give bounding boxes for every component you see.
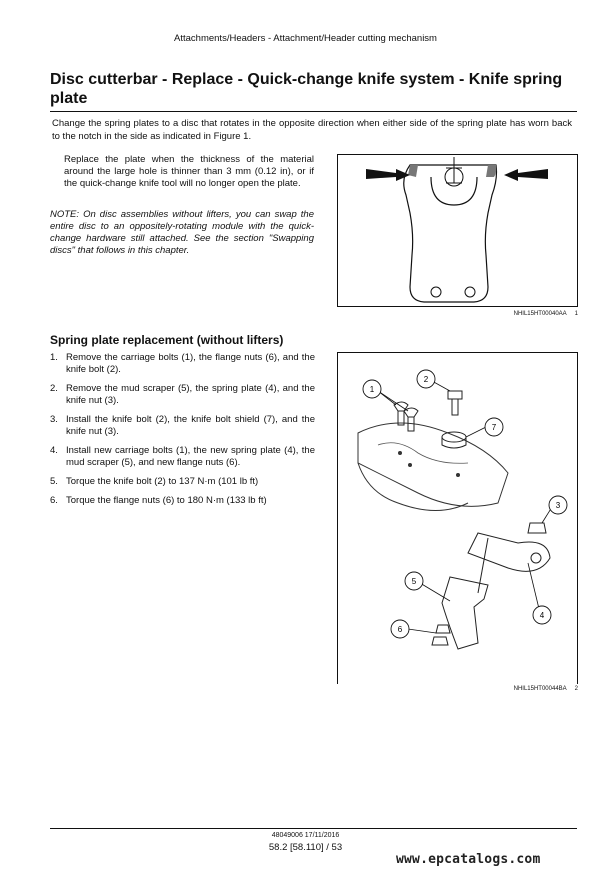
intro-paragraph: Change the spring plates to a disc that rotates in the opposite direction when either side of the spring plate has worn back to the notch in the side as indicated in Figure 1. xyxy=(52,118,572,142)
note-paragraph: NOTE: On disc assemblies without lifters, you can swap the entire disc to an oppositely-rotating module with the quick-change hardware still attached. See the section "Swapping discs" that follows in this chapter. xyxy=(50,209,314,256)
step-text: Remove the carriage bolts (1), the flange nuts (6), and the knife bolt (2). xyxy=(66,352,315,375)
callout-5-label: 5 xyxy=(411,577,417,586)
exploded-view-drawing xyxy=(338,353,577,683)
figure-1-code: NHIL15HT00040AA xyxy=(513,311,567,317)
step-number: 3. xyxy=(50,414,58,425)
step-text: Torque the knife bolt (2) to 137 N·m (101 lb ft) xyxy=(66,476,259,487)
callout-4-label: 4 xyxy=(539,611,545,620)
callout-2 xyxy=(417,370,435,388)
title-divider xyxy=(50,111,577,112)
figure-1-number: 1 xyxy=(574,311,578,317)
step-item xyxy=(50,383,315,407)
callout-3 xyxy=(549,496,567,514)
footer-divider xyxy=(50,828,577,829)
step-number: 5. xyxy=(50,476,58,487)
step-item xyxy=(50,445,315,469)
footer-page-number: 58.2 [58.110] / 53 xyxy=(268,842,343,853)
step-number: 1. xyxy=(50,352,58,363)
callout-6-label: 6 xyxy=(397,625,403,634)
step-item xyxy=(50,495,315,507)
figure-1-caption xyxy=(337,311,578,317)
step-text: Install the knife bolt (2), the knife bolt shield (7), and the knife nut (3). xyxy=(66,414,315,437)
step-item xyxy=(50,414,315,438)
page-title: Disc cutterbar - Replace - Quick-change knife system - Knife spring plate xyxy=(50,71,563,107)
step-item xyxy=(50,476,315,488)
step-text: Install new carriage bolts (1), the new spring plate (4), the mud scraper (5), and new flange nuts (6). xyxy=(66,445,315,468)
step-text: Remove the mud scraper (5), the spring plate (4), and the knife nut (3). xyxy=(66,383,315,406)
steps-list xyxy=(50,352,315,514)
figure-1-spring-plate xyxy=(337,154,578,307)
step-number: 4. xyxy=(50,445,58,456)
callout-4 xyxy=(533,606,551,624)
callout-5 xyxy=(405,572,423,590)
step-item xyxy=(50,352,315,376)
figure-2-exploded-view xyxy=(337,352,578,684)
figure-2-caption xyxy=(337,686,578,692)
callout-2-label: 2 xyxy=(423,375,429,384)
replace-paragraph: Replace the plate when the thickness of the material around the large hole is thinner than 3 mm (0.12 in), or if the quick-change knife tool will no longer open the plate. xyxy=(64,154,314,189)
callout-1 xyxy=(363,380,381,398)
watermark: www.epcatalogs.com xyxy=(396,852,541,867)
callout-7-label: 7 xyxy=(491,423,497,432)
step-number: 2. xyxy=(50,383,58,394)
figure-2-code: NHIL15HT00044BA xyxy=(513,686,567,692)
section-heading: Spring plate replacement (without lifters) xyxy=(50,333,284,347)
callout-7 xyxy=(485,418,503,436)
figure-2-number: 2 xyxy=(574,686,578,692)
step-number: 6. xyxy=(50,495,58,506)
page-header: Attachments/Headers - Attachment/Header cutting mechanism xyxy=(174,33,437,44)
footer-doc-id: 48049006 17/11/2016 xyxy=(271,832,340,839)
step-text: Torque the flange nuts (6) to 180 N·m (133 lb ft) xyxy=(66,495,267,506)
callout-3-label: 3 xyxy=(555,501,561,510)
callout-1-label: 1 xyxy=(369,385,375,394)
callout-6 xyxy=(391,620,409,638)
spring-plate-drawing xyxy=(338,155,577,306)
